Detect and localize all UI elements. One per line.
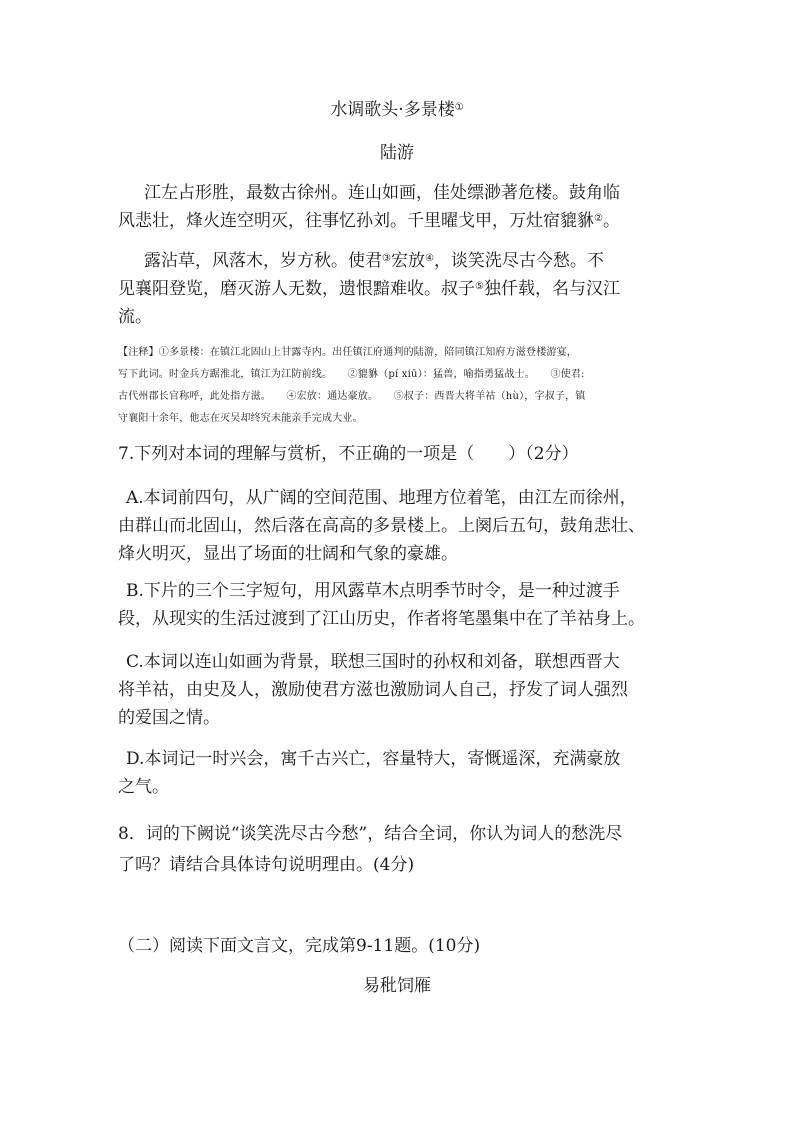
q7-option-a-line2: 由群山而北固山，然后落在高高的多景楼上。上阕后五句，鼓角悲壮、 xyxy=(118,516,645,536)
footnote-mark-4: ④ xyxy=(424,253,434,264)
notes-line4: 守襄阳十余年，他志在灭吴却终究未能亲手完成大业。 xyxy=(118,413,363,424)
q7-option-c-line1: C.本词以连山如画为背景，联想三国时的孙权和刘备，联想西晋大 xyxy=(126,652,620,672)
stanza1-line2-text: 风悲壮，烽火连空明灭，往事忆孙刘。千里曜戈甲，万灶宿貔貅 xyxy=(118,211,594,231)
notes-line1: 【注释】①多景楼：在镇江北固山上甘露寺内。出任镇江府通判的陆游，陪同镇江知府方滋登楼游宴， xyxy=(118,347,577,358)
stanza2-line2-a: 见襄阳登览，磨灭游人无数，遗恨黯难收。叔子 xyxy=(118,279,475,299)
q7-option-a-line1: A.本词前四句，从广阔的空间范围、地理方位着笔，由江左而徐州， xyxy=(126,488,637,508)
q8-line1: 8．词的下阙说“谈笑洗尽古今愁”，结合全词，你认为词人的愁洗尽 xyxy=(118,824,623,844)
notes-line3: 古代州郡长官称呼，此处指方滋。 ④宏放：通达豪放。 ⑤叔子：西晋大将羊祜（hù），字叔子，镇 xyxy=(118,391,586,402)
stanza2-line2 xyxy=(118,279,620,299)
section2-heading: （二）阅读下面文言文，完成第9-11题。(10分) xyxy=(118,936,481,956)
stanza2-line3: 流。 xyxy=(118,307,152,327)
poem-title xyxy=(0,100,794,120)
poem-author: 陆游 xyxy=(380,143,414,163)
poem-title-text: 水调歌头·多景楼 xyxy=(330,100,455,120)
section2-title: 易秕饲雁 xyxy=(363,976,431,996)
stanza1-line2-end: 。 xyxy=(602,211,620,231)
stanza1-line1: 江左占形胜，最数古徐州。连山如画，佳处缥渺著危楼。鼓角临 xyxy=(144,183,620,203)
q7-option-b-line2: 段，从现实的生活过渡到了江山历史，作者将笔墨集中在了羊祜身上。 xyxy=(118,609,645,629)
q7-option-d-line1: D.本词记一时兴会，寓千古兴亡，容量特大，寄慨遥深，充满豪放 xyxy=(126,749,621,769)
stanza2-line1-a: 露沾草，风落木，岁方秋。使君 xyxy=(144,251,382,271)
stanza2-line2-b: 独仟载，名与汉江 xyxy=(483,279,620,299)
notes-line2: 写下此词。时金兵方踞淮北，镇江为江防前线。 ②貔貅（pí xiū）：猛兽，喻指勇猛战士。 ③使君: xyxy=(118,369,585,380)
q7-option-c-line2: 将羊祜，由史及人，激励使君方滋也激励词人自己，抒发了词人强烈 xyxy=(118,680,628,700)
q7-option-d-line2: 之气。 xyxy=(118,777,169,797)
q7-option-c-line3: 的爱国之情。 xyxy=(118,708,220,728)
q7-option-b-line1: B.下片的三个三字短句，用风露草木点明季节时令，是一种过渡手 xyxy=(126,581,620,601)
q7-stem: 7.下列对本词的理解与赏析，不正确的一项是（ ）（2分） xyxy=(118,444,579,464)
q8-line2: 了吗？请结合具体诗句说明理由。(4分) xyxy=(118,855,415,875)
q7-option-a-line3: 烽火明灭，显出了场面的壮阔和气象的豪雄。 xyxy=(118,544,458,564)
stanza2-line1-b: 宏放 xyxy=(390,251,425,271)
footnote-mark-5: ⑤ xyxy=(475,281,484,292)
stanza2-line1-c: ，谈笑洗尽古今愁。不 xyxy=(433,251,604,271)
footnote-mark-3: ③ xyxy=(382,253,391,264)
stanza2-line1 xyxy=(144,251,604,271)
stanza1-line2 xyxy=(118,211,620,231)
title-footnote-mark: ① xyxy=(454,102,464,113)
footnote-mark-2: ② xyxy=(594,213,603,224)
